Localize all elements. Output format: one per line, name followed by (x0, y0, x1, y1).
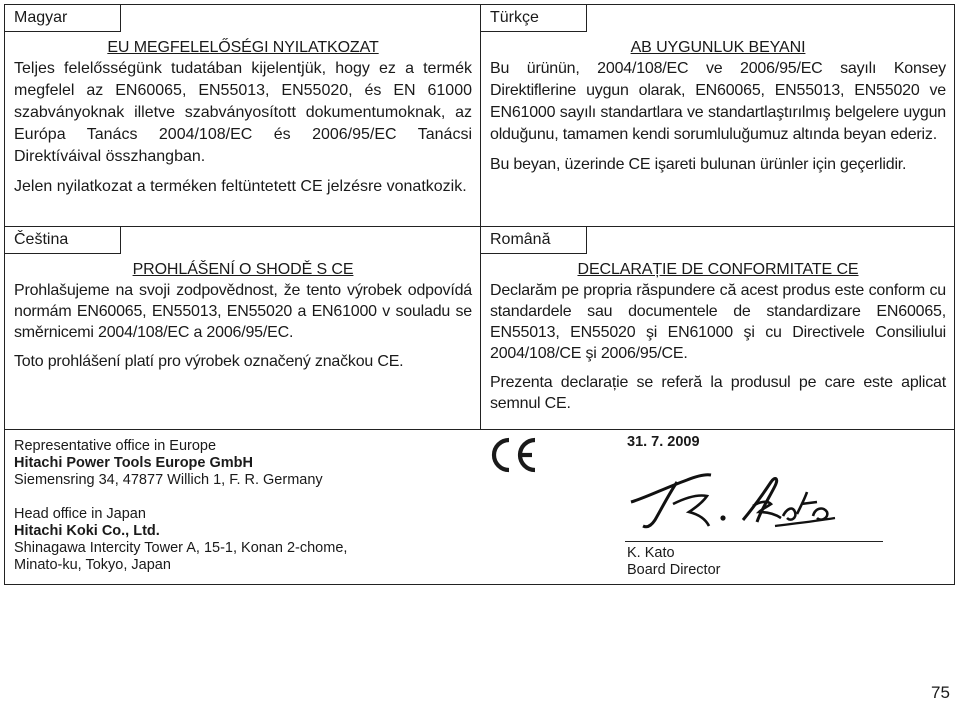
page-number: 75 (931, 683, 950, 702)
heading-romanian: DECLARAȚIE DE CONFORMITATE CE (577, 261, 859, 278)
section-czech (14, 260, 472, 372)
ce-mark-icon (489, 436, 539, 474)
head-office-block (14, 506, 347, 574)
paragraph-czech-2: Toto prohlášení platí pro výrobek označený značkou CE. (14, 353, 404, 370)
language-tab-czech: Čeština (4, 226, 121, 254)
representative-office-block (14, 438, 323, 489)
paragraph-turkish-2: Bu beyan, üzerinde CE işareti bulunan ürünler için geçerlidir. (490, 156, 907, 173)
paragraph-romanian-2: Prezenta declarație se referă la produsul pe care este aplicat semnul CE. (490, 374, 946, 412)
signer-title: Board Director (627, 562, 721, 578)
paragraph-hungarian-2: Jelen nyilatkozat a terméken feltüntetett CE jelzésre vonatkozik. (14, 178, 467, 195)
signer-name: K. Kato (627, 545, 675, 561)
heading-czech: PROHLÁŠENÍ O SHODĚ S CE (132, 261, 354, 278)
heading-hungarian: EU MEGFELELŐSÉGI NYILATKOZAT (107, 39, 379, 56)
heading-turkish: AB UYGUNLUK BEYANI (630, 39, 806, 56)
declaration-date: 31. 7. 2009 (627, 434, 700, 450)
paragraph-turkish-1: Bu ürünün, 2004/108/EC ve 2006/95/EC sayılı Konsey Direktiflerine uygun olarak, EN60065, EN55013, EN55020 ve EN61000 sayılı standartlara ve standartlaştırılmış belgelere uygun olduğunu, tamamen kendi sorumluluğumuz altında beyan ederiz. (490, 60, 946, 143)
head-office-label: Head office in Japan (14, 506, 146, 522)
language-tab-turkish: Türkçe (480, 4, 587, 32)
row-divider-bottom (4, 429, 955, 430)
signature-icon (625, 468, 840, 533)
section-turkish (490, 38, 946, 175)
representative-office-label: Representative office in Europe (14, 438, 217, 454)
language-tab-hungarian: Magyar (4, 4, 121, 32)
section-hungarian (14, 38, 472, 198)
section-romanian (490, 260, 946, 414)
representative-office-address: Siemensring 34, 47877 Willich 1, F. R. Germany (14, 472, 323, 488)
head-office-company: Hitachi Koki Co., Ltd. (14, 523, 160, 539)
head-office-address-line1: Shinagawa Intercity Tower A, 15-1, Konan 2-chome, (14, 540, 348, 556)
head-office-address-line2: Minato-ku, Tokyo, Japan (14, 557, 171, 573)
language-tab-romanian: Română (480, 226, 587, 254)
column-divider (480, 4, 481, 430)
signature-line (625, 541, 883, 542)
paragraph-hungarian-1: Teljes felelősségünk tudatában kijelentjük, hogy ez a termék megfelel az EN60065, EN55013, EN55020, és EN 61000 szabványoknak illetve szabványosított dokumentumoknak, az Európa Tanács 2004/108/EC és 2006/95/EC Tanácsi Direktíváival összhangban. (14, 60, 472, 165)
signer-block (627, 545, 720, 579)
paragraph-czech-1: Prohlašujeme na svoji zodpovědnost, že tento výrobek odpovídá normám EN60065, EN55013, EN55020 a EN61000 v souladu se směrnicemi 2004/108/EC a 2006/95/EC. (14, 282, 472, 341)
representative-office-company: Hitachi Power Tools Europe GmbH (14, 455, 254, 471)
paragraph-romanian-1: Declarăm pe propria răspundere că acest produs este conform cu standardele sau documentele de standardizare EN60065, EN55013, EN55020 şi EN61000 şi cu Directivele Consiliului 2004/108/CE şi 2006/95/CE. (490, 282, 946, 362)
